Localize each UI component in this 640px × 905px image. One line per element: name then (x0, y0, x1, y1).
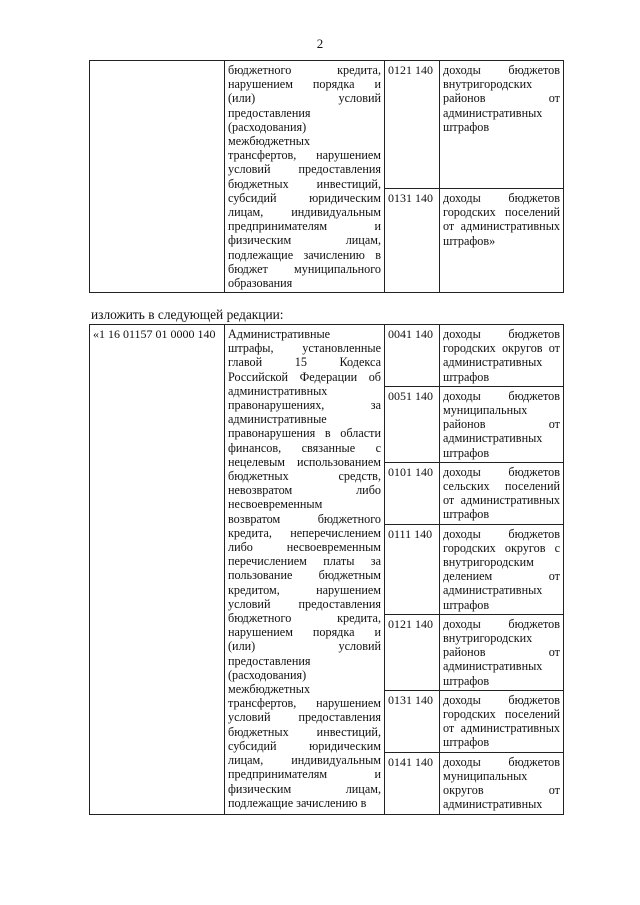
description-cell-line: физическим лицам, (228, 233, 381, 248)
description-cell-line: кредита, неперечислением (228, 525, 381, 540)
page-number: 2 (316, 36, 324, 51)
revenue-type-cell-line: штрафов (443, 369, 490, 384)
revenue-type-cell-line: административных (443, 355, 543, 370)
revenue-type-cell (440, 524, 564, 614)
description-cell-line: предоставления (228, 653, 311, 668)
revenue-type-cell-line: штрафов (443, 597, 490, 612)
description-cell-line: кредитом, нарушением (228, 582, 381, 597)
table-previous-version (89, 60, 564, 293)
description-cell-line: (или) условий (228, 91, 381, 106)
description-cell-line: бюджетного кредита, (228, 611, 381, 626)
revenue-type-cell-line: сельских поселений (443, 479, 560, 494)
classification-code-cell: 0131 140 (385, 189, 440, 293)
description-cell-line: трансфертов, нарушением (228, 696, 381, 711)
revenue-type-cell-line: городских поселений (443, 707, 560, 722)
revenue-type-cell-line: штрафов» (443, 233, 496, 248)
revenue-type-cell-line: доходы бюджетов (443, 327, 560, 341)
table-new-version (89, 324, 564, 815)
description-cell-line: лицам, индивидуальным (228, 205, 381, 220)
description-cell-line: бюджетного кредита, (228, 63, 381, 77)
description-cell-line: перечислением платы за (228, 554, 381, 569)
classification-code-cell: 0111 140 (385, 524, 440, 614)
amendment-intro-text: изложить в следующей редакции: (91, 307, 284, 322)
description-cell-line: невозвратом либо (228, 483, 381, 498)
description-cell-line: условий предоставления (228, 596, 381, 611)
description-cell-line: субсидий юридическим (228, 190, 381, 205)
description-cell-line: бюджетных инвестиций, (228, 176, 381, 191)
revenue-type-cell-line: районов от (443, 645, 560, 660)
description-cell-line: правонарушения в области (228, 426, 381, 441)
revenue-type-cell-line: штрафов (443, 445, 490, 460)
description-cell (225, 325, 385, 815)
description-cell-line: субсидий юридическим (228, 738, 381, 753)
revenue-type-cell-line: от административных (443, 219, 560, 234)
revenue-type-cell-line: административных (443, 659, 543, 674)
revenue-type-cell-line: городских округов от (443, 341, 560, 356)
description-cell-line: Административные (228, 327, 331, 341)
description-cell-line: пользование бюджетным (228, 568, 381, 583)
description-cell-line: физическим лицам, (228, 781, 381, 796)
description-cell-line: образования (228, 276, 293, 291)
description-cell-line: предпринимателям и (228, 767, 381, 782)
revenue-type-cell-line: административных (443, 583, 543, 598)
revenue-type-cell-line: внутригородских (443, 631, 533, 646)
description-cell-line: нецелевым использованием (228, 454, 381, 469)
description-cell-line: межбюджетных (228, 134, 311, 149)
description-cell-line: финансов, связанные с (228, 440, 381, 455)
revenue-type-cell-line: городских округов с (443, 540, 560, 555)
classification-code-cell: 0051 140 (385, 386, 440, 462)
revenue-type-cell (440, 61, 564, 189)
revenue-type-cell-line: доходы бюджетов (443, 616, 560, 631)
description-cell-line: трансфертов, нарушением (228, 148, 381, 163)
revenue-type-cell-line: штрафов (443, 673, 490, 688)
description-cell-line: (или) условий (228, 639, 381, 654)
description-cell-line: административные (228, 412, 327, 427)
description-cell (225, 61, 385, 293)
revenue-type-cell-line: муниципальных (443, 768, 528, 783)
description-cell-line: (расходования) (228, 119, 307, 134)
revenue-type-cell-line: от административных (443, 721, 560, 736)
classification-code-cell: 0101 140 (385, 462, 440, 524)
revenue-type-cell-line: городских поселений (443, 205, 560, 220)
revenue-type-cell-line: доходы бюджетов (443, 63, 560, 77)
revenue-type-cell (440, 189, 564, 293)
table-row (90, 325, 564, 387)
description-cell-line: возвратом бюджетного (228, 511, 381, 526)
revenue-type-cell-line: доходы бюджетов (443, 191, 560, 206)
revenue-type-cell-line: делением от (443, 569, 560, 584)
description-cell-line: главой 15 Кодекса (228, 355, 381, 370)
description-cell-line: предоставления (228, 105, 311, 120)
description-cell-line: либо несвоевременным (228, 540, 381, 555)
revenue-type-cell-line: доходы бюджетов (443, 388, 560, 403)
description-cell-line: условий предоставления (228, 710, 381, 725)
revenue-type-cell-line: доходы бюджетов (443, 464, 560, 479)
revenue-type-cell-line: доходы бюджетов (443, 754, 560, 769)
table-row (90, 61, 564, 189)
revenue-type-cell-line: доходы бюджетов (443, 526, 560, 541)
revenue-type-cell-line: районов от (443, 91, 560, 106)
description-cell-line: Российской Федерации об (228, 369, 381, 384)
revenue-type-cell-line: внутригородских (443, 77, 533, 92)
revenue-type-cell-line: административных (443, 431, 543, 446)
revenue-type-cell-line: внутригородским (443, 555, 534, 570)
classification-code-cell: 0121 140 (385, 614, 440, 690)
description-cell-line: нарушением порядка и (228, 77, 381, 92)
revenue-type-cell-line: доходы бюджетов (443, 692, 560, 707)
description-cell-line: бюджет муниципального (228, 261, 381, 276)
description-cell-line: подлежащие зачислению в (228, 795, 367, 810)
classification-code-cell: 0041 140 (385, 325, 440, 387)
revenue-type-cell-line: штрафов (443, 119, 490, 134)
revenue-type-cell (440, 325, 564, 387)
revenue-type-cell-line: от административных (443, 493, 560, 508)
description-cell-line: межбюджетных (228, 682, 311, 697)
revenue-type-cell-line: муниципальных (443, 403, 528, 418)
revenue-type-cell-line: штрафов (443, 735, 490, 750)
classification-code-cell: 0121 140 (385, 61, 440, 189)
description-cell-line: бюджетных инвестиций, (228, 724, 381, 739)
revenue-type-cell (440, 752, 564, 814)
kbk-code-cell (90, 61, 225, 293)
description-cell-line: подлежащие зачислению в (228, 247, 381, 262)
kbk-code-cell: «1 16 01157 01 0000 140 (90, 325, 225, 815)
description-cell-line: несвоевременным (228, 497, 323, 512)
description-cell-line: условий предоставления (228, 162, 381, 177)
description-cell-line: предпринимателям и (228, 219, 381, 234)
revenue-type-cell (440, 690, 564, 752)
description-cell-line: (расходования) (228, 667, 307, 682)
revenue-type-cell (440, 614, 564, 690)
description-cell-line: нарушением порядка и (228, 625, 381, 640)
description-cell-line: правонарушениях, за (228, 398, 381, 413)
revenue-type-cell-line: административных (443, 105, 543, 120)
revenue-type-cell-line: районов от (443, 417, 560, 432)
revenue-type-cell (440, 386, 564, 462)
classification-code-cell: 0141 140 (385, 752, 440, 814)
description-cell-line: лицам, индивидуальным (228, 753, 381, 768)
revenue-type-cell-line: административных (443, 797, 543, 812)
revenue-type-cell-line: штрафов (443, 507, 490, 522)
description-cell-line: штрафы, установленные (228, 341, 381, 356)
classification-code-cell: 0131 140 (385, 690, 440, 752)
revenue-type-cell (440, 462, 564, 524)
description-cell-line: административных (228, 383, 328, 398)
description-cell-line: бюджетных средств, (228, 469, 381, 484)
revenue-type-cell-line: округов от (443, 783, 560, 798)
